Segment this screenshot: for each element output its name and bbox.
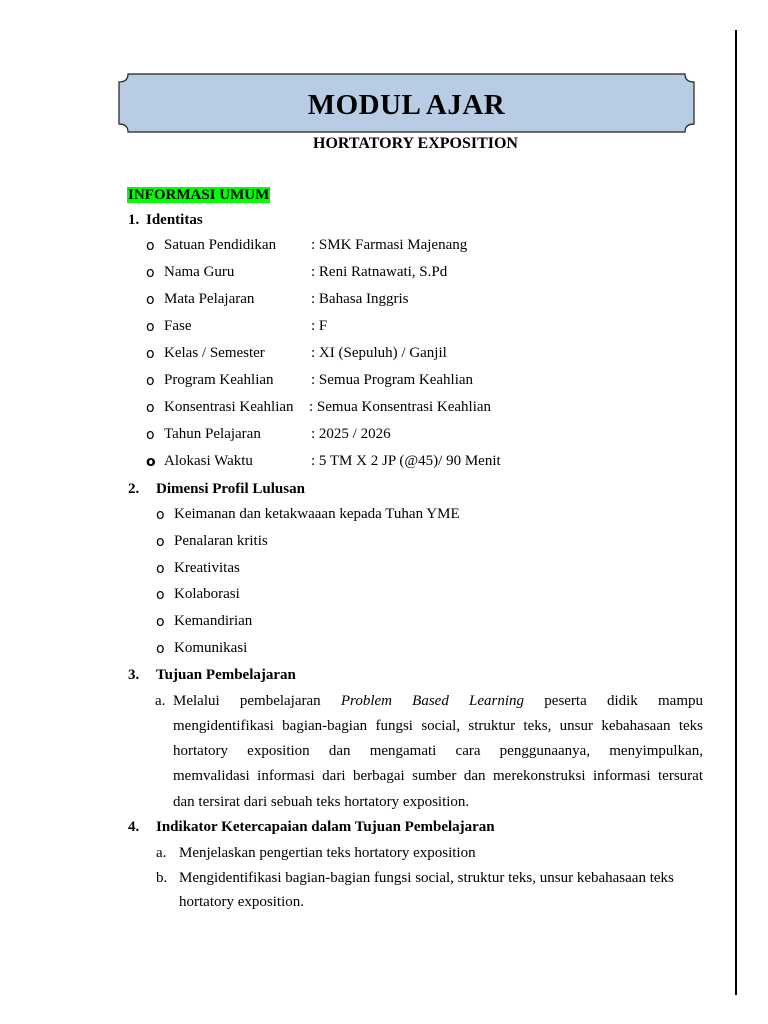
dimensi-item: Kreativitas — [174, 560, 240, 576]
identitas-value: : Reni Ratnawati, S.Pd — [311, 264, 448, 280]
tujuan-line1-pre: Melalui pembelajaran — [173, 693, 321, 709]
identitas-value: : F — [311, 318, 328, 334]
tujuan-heading: Tujuan Pembelajaran — [156, 667, 296, 683]
indikator-text: hortatory exposition. — [179, 894, 304, 910]
identitas-label: Nama Guru — [164, 264, 235, 280]
page-margin-line — [735, 30, 737, 995]
tujuan-line: memvalidasi informasi dari berbagai sumber dan merekonstruksi informasi tersurat — [173, 768, 703, 784]
page-title: MODUL AJAR — [307, 89, 506, 121]
circle-bullet-icon: o — [146, 265, 155, 281]
identitas-label: Tahun Pelajaran — [164, 426, 261, 442]
indikator-text: Mengidentifikasi bagian-bagian fungsi social, struktur teks, unsur kebahasaan teks — [179, 870, 674, 886]
identitas-number: 1. — [128, 212, 140, 228]
dimensi-number: 2. — [128, 481, 140, 497]
identitas-label: Alokasi Waktu — [164, 453, 253, 469]
circle-bullet-icon: o — [146, 319, 155, 335]
circle-bullet-icon: o — [156, 614, 165, 630]
circle-bullet-icon: o — [156, 587, 165, 603]
indikator-text: Menjelaskan pengertian teks hortatory exposition — [179, 845, 476, 861]
section-heading — [127, 187, 270, 204]
indikator-marker: a. — [156, 845, 167, 861]
identitas-value: : 5 TM X 2 JP (@45)/ 90 Menit — [311, 453, 501, 469]
tujuan-line: dan tersirat dari sebuah teks hortatory exposition. — [173, 794, 470, 810]
indikator-marker: b. — [156, 870, 168, 886]
circle-bullet-icon: o — [146, 454, 156, 470]
circle-bullet-icon: o — [156, 561, 165, 577]
tujuan-line — [173, 693, 703, 710]
tujuan-line: hortatory exposition dan mengamati cara penggunaanya, menyimpulkan, — [173, 743, 703, 759]
circle-bullet-icon: o — [146, 292, 155, 308]
identitas-value: : SMK Farmasi Majenang — [311, 237, 468, 253]
identitas-value: : Bahasa Inggris — [311, 291, 409, 307]
tujuan-line: mengidentifikasi bagian-bagian fungsi social, struktur teks, unsur kebahasaan teks — [173, 718, 703, 734]
title-banner — [118, 73, 695, 133]
circle-bullet-icon: o — [146, 238, 155, 254]
identitas-label: Kelas / Semester — [164, 345, 265, 361]
identitas-label: Fase — [164, 318, 192, 334]
indikator-number: 4. — [128, 819, 140, 835]
circle-bullet-icon: o — [156, 507, 165, 523]
tujuan-marker: a. — [155, 693, 166, 709]
identitas-value: : XI (Sepuluh) / Ganjil — [311, 345, 447, 361]
tujuan-line1-italic: Problem Based Learning — [340, 693, 525, 709]
identitas-value: : Semua Program Keahlian — [311, 372, 474, 388]
circle-bullet-icon: o — [156, 641, 165, 657]
identitas-label: Mata Pelajaran — [164, 291, 255, 307]
dimensi-heading: Dimensi Profil Lulusan — [156, 481, 305, 497]
dimensi-item: Penalaran kritis — [174, 533, 268, 549]
circle-bullet-icon: o — [146, 373, 155, 389]
tujuan-number: 3. — [128, 667, 140, 683]
dimensi-item: Keimanan dan ketakwaaan kepada Tuhan YME — [174, 506, 460, 522]
circle-bullet-icon: o — [146, 427, 155, 443]
identitas-heading: Identitas — [146, 212, 203, 228]
dimensi-item: Komunikasi — [174, 640, 248, 656]
circle-bullet-icon: o — [146, 400, 155, 416]
page-subtitle: HORTATORY EXPOSITION — [313, 135, 518, 152]
dimensi-item: Kemandirian — [174, 613, 253, 629]
identitas-label: Konsentrasi Keahlian — [164, 399, 294, 415]
identitas-value: : 2025 / 2026 — [311, 426, 391, 442]
tujuan-line1-post: peserta didik mampu — [544, 693, 704, 709]
section-heading-label: INFORMASI UMUM — [128, 187, 270, 203]
circle-bullet-icon: o — [146, 346, 155, 362]
identitas-label: Satuan Pendidikan — [164, 237, 277, 253]
identitas-value: : Semua Konsentrasi Keahlian — [309, 399, 492, 415]
circle-bullet-icon: o — [156, 534, 165, 550]
indikator-heading: Indikator Ketercapaian dalam Tujuan Pembelajaran — [156, 819, 495, 835]
dimensi-item: Kolaborasi — [174, 586, 240, 602]
identitas-label: Program Keahlian — [164, 372, 274, 388]
